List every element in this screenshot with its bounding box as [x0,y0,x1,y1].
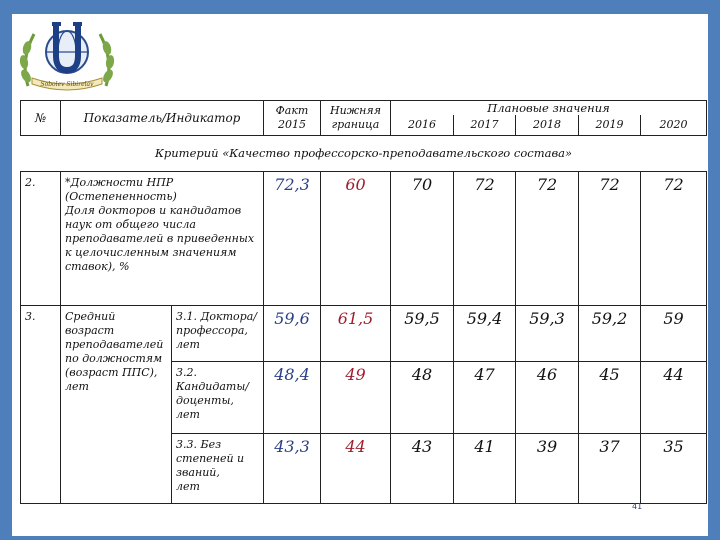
indicator-desc-line: к целочисленным значениям [65,245,237,259]
header-lower-label-2: граница [331,117,380,131]
header-indicator: Показатель/Индикатор [61,101,264,136]
header-fact [264,101,321,136]
table-row [21,305,707,361]
plan-value-2018: 39 [516,433,579,503]
header-year-2017: 2017 [454,115,516,135]
page-number: 41 [632,502,643,511]
subindicator-label-line: профессора, [176,323,248,337]
header-fact-label: Факт [275,103,309,117]
fact-value: 43,3 [264,433,321,503]
plan-value-2019: 45 [579,361,641,433]
plan-value-2019: 72 [579,171,641,305]
subindicator-label-line: доценты, [176,393,234,407]
plan-value-2017: 59,4 [454,305,516,361]
indicator-desc-line: наук от общего числа [65,217,196,231]
plan-value-2019: 37 [579,433,641,503]
header-year-2016: 2016 [391,115,454,135]
indicator-title-line: лет [65,379,89,393]
subindicator-label [172,305,264,361]
subindicator-label-line: лет [176,479,200,493]
subindicator-label-line: 3.1. Доктора/ [176,309,257,323]
plan-value-2019: 59,2 [579,305,641,361]
subindicator-label-line: лет [176,337,200,351]
plan-value-2020: 72 [641,171,707,305]
plan-value-2017: 72 [454,171,516,305]
subindicator-label-line: званий, [176,465,220,479]
subindicator-label-line: 3.2. [176,365,197,379]
indicator-title-line: возраст [65,323,115,337]
plan-value-2020: 59 [641,305,707,361]
plan-value-2016: 48 [391,361,454,433]
indicator-title-line: преподавателей [65,337,164,351]
header-row [21,101,707,116]
slide [12,14,708,536]
indicator-description [61,305,172,503]
indicator-title-line: Средний [65,309,116,323]
logo-banner-text: Sobolev Sibirelav [40,81,94,88]
indicator-title-line: (возраст ППС), [65,365,158,379]
indicator-desc-line: ставок), % [65,259,130,273]
header-fact-year: 2015 [278,117,306,131]
plan-value-2016: 70 [391,171,454,305]
indicator-table [20,100,707,504]
fact-value: 48,4 [264,361,321,433]
lower-bound-value: 60 [321,171,391,305]
header-no: № [21,101,61,136]
subindicator-label [172,433,264,503]
subindicator-label-line: степеней и [176,451,245,465]
subindicator-label [172,361,264,433]
indicator-title-line: по должностям [65,351,163,365]
indicator-title-line: (Остепененность) [65,189,177,203]
header-plan-title: Плановые значения [391,101,707,116]
row-number: 3. [21,305,61,503]
criterion-title: Критерий «Качество профессорско-преподавательского состава» [21,135,707,171]
plan-value-2017: 41 [454,433,516,503]
indicator-desc-line: Доля докторов и кандидатов [65,203,242,217]
plan-value-2018: 46 [516,361,579,433]
plan-value-2018: 72 [516,171,579,305]
header-year-2018: 2018 [516,115,579,135]
fact-value: 59,6 [264,305,321,361]
plan-value-2020: 44 [641,361,707,433]
lower-bound-value: 61,5 [321,305,391,361]
table-row [21,171,707,305]
header-lower-label-1: Нижняя [330,103,381,117]
indicator-title-line: *Должности НПР [65,175,174,189]
plan-value-2016: 59,5 [391,305,454,361]
fact-value: 72,3 [264,171,321,305]
header-year-2019: 2019 [579,115,641,135]
criterion-row [21,135,707,171]
row-number: 2. [21,171,61,305]
plan-value-2017: 47 [454,361,516,433]
header-lower-bound [321,101,391,136]
lower-bound-value: 49 [321,361,391,433]
university-logo [16,16,118,104]
plan-value-2016: 43 [391,433,454,503]
subindicator-label-line: лет [176,407,200,421]
plan-value-2018: 59,3 [516,305,579,361]
header-year-2020: 2020 [641,115,707,135]
plan-value-2020: 35 [641,433,707,503]
subindicator-label-line: 3.3. Без [176,437,222,451]
indicator-desc-line: преподавателей в приведенных [65,231,255,245]
indicator-description [61,171,264,305]
subindicator-label-line: Кандидаты/ [176,379,249,393]
lower-bound-value: 44 [321,433,391,503]
